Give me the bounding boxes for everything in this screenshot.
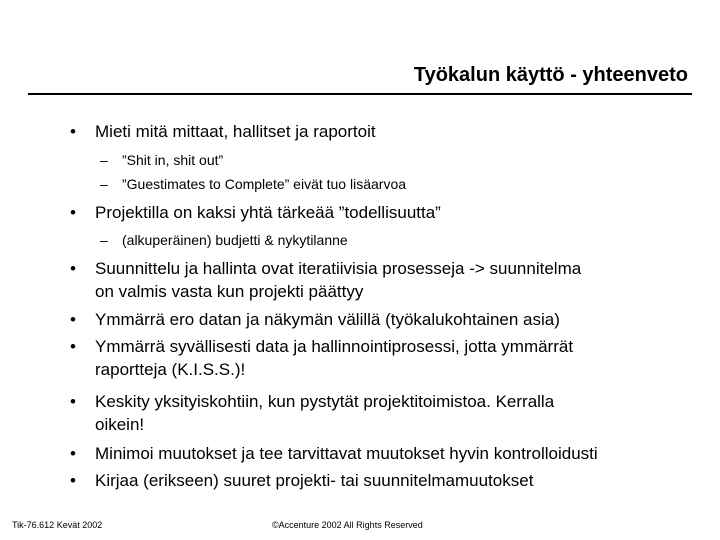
sub-bullet-item: – (alkuperäinen) budjetti & nykytilanne bbox=[122, 230, 692, 250]
bullet-item: • Minimoi muutokset ja tee tarvittavat muutokset hyvin kontrolloidusti bbox=[95, 442, 695, 465]
bullet-item: • Ymmärrä ero datan ja näkymän välillä (työkalukohtainen asia) bbox=[95, 308, 695, 331]
footer-copyright: ©Accenture 2002 All Rights Reserved bbox=[272, 520, 423, 530]
bullet-item bbox=[95, 257, 695, 303]
bullet-item: • Mieti mitä mittaat, hallitset ja raportoit bbox=[95, 120, 695, 143]
bullet-item bbox=[95, 390, 695, 436]
bullet-item: • Projektilla on kaksi yhtä tärkeää ”todellisuutta” bbox=[95, 201, 695, 224]
bullet-line: Keskity yksityiskohtiin, kun pystytät projektitoimistoa. Kerralla bbox=[95, 392, 555, 411]
bullet-item: • Kirjaa (erikseen) suuret projekti- tai suunnitelmamuutokset bbox=[95, 469, 695, 492]
bullet-line: Ymmärrä syvällisesti data ja hallinnointiprosessi, jotta ymmärrät bbox=[95, 337, 574, 356]
bullet-line: on valmis vasta kun projekti päättyy bbox=[95, 282, 364, 301]
bullet-line: oikein! bbox=[95, 415, 145, 434]
slide-title: Työkalun käyttö - yhteenveto bbox=[413, 64, 688, 86]
sub-bullet-item: – ”Guestimates to Complete” eivät tuo lisäarvoa bbox=[122, 174, 692, 194]
bullet-line: Suunnittelu ja hallinta ovat iteratiivisia prosesseja -> suunnitelma bbox=[95, 259, 582, 278]
sub-bullet-item: – ”Shit in, shit out” bbox=[122, 150, 692, 170]
bullet-item bbox=[95, 335, 695, 381]
bullet-line: raportteja (K.I.S.S.)! bbox=[95, 360, 246, 379]
footer-course: Tik-76.612 Kevät 2002 bbox=[12, 520, 103, 530]
